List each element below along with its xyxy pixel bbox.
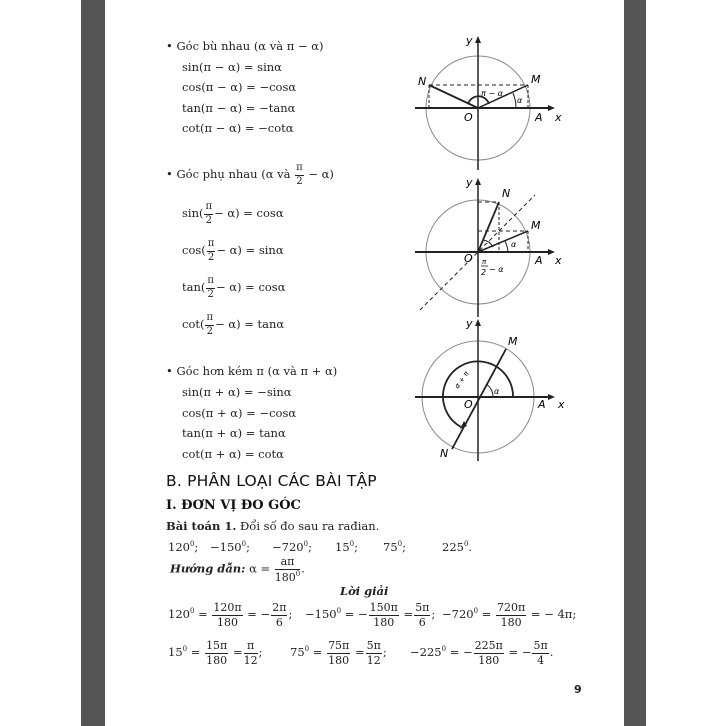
- fraction: [414, 602, 430, 628]
- fraction: [275, 556, 300, 583]
- formula: tan(π + α) = tanα: [182, 426, 286, 440]
- value: 75: [383, 540, 398, 554]
- label-A: A: [538, 398, 546, 411]
- denominator: 2: [206, 325, 213, 337]
- separator: ;: [354, 540, 358, 554]
- func: tan(: [182, 280, 206, 294]
- x-arrow-icon: [548, 249, 555, 255]
- angle-label-den: 2: [481, 268, 487, 277]
- degree-sign: 0: [189, 540, 195, 548]
- value: −720: [272, 540, 304, 554]
- denominator: 180: [206, 653, 228, 667]
- title-suffix: − α): [308, 167, 334, 181]
- label-y: y: [466, 176, 473, 189]
- problem-text: Đổi số đo sau ra rađian.: [240, 519, 380, 533]
- formula: sin(π + α) = −sinα: [182, 385, 292, 399]
- x-arrow-icon: [548, 105, 555, 111]
- degree-sign: 0: [349, 540, 355, 548]
- angle-label-num: π: [482, 258, 487, 266]
- formula: cos(π + α) = −cosα: [182, 406, 297, 420]
- denominator: 2: [207, 288, 214, 300]
- equals: =: [198, 607, 208, 622]
- denominator: 180: [373, 615, 395, 629]
- equals: =: [232, 645, 243, 660]
- fraction: [369, 602, 399, 628]
- unit-circle-diagram-supplementary: [400, 30, 580, 175]
- fraction: [205, 640, 228, 666]
- formula: [182, 313, 284, 337]
- den-value: 180: [274, 570, 296, 584]
- denominator: 12: [243, 653, 258, 667]
- denominator: 180: [328, 653, 350, 667]
- numerator: 150π: [369, 601, 398, 614]
- rest: − α) = cosα: [214, 206, 284, 220]
- fraction: [271, 602, 287, 628]
- func: cos(: [182, 243, 206, 257]
- problem-value: [335, 541, 358, 554]
- denominator: 4: [537, 653, 545, 667]
- denominator: 180: [216, 615, 238, 629]
- solution-line: [168, 602, 292, 628]
- lhs: 15: [168, 645, 183, 660]
- unit-circle-diagram-differ-pi: [400, 313, 580, 463]
- subsection-heading-i: I. ĐƠN VỊ ĐO GÓC: [166, 498, 301, 513]
- fraction: [204, 202, 213, 226]
- denominator: 6: [275, 615, 283, 629]
- y-arrow-icon: [475, 319, 481, 326]
- denominator: 2: [205, 214, 212, 226]
- separator: ;: [288, 607, 293, 622]
- hint-lhs: α =: [249, 561, 271, 576]
- formula: sin(π − α) = sinα: [182, 60, 282, 74]
- label-x: x: [558, 398, 565, 411]
- label-O: O: [464, 111, 473, 124]
- angle-label-pi-minus-alpha: π − α: [481, 89, 503, 98]
- lhs: −720: [442, 607, 474, 622]
- denominator: 2: [207, 251, 215, 263]
- fraction: [327, 640, 350, 666]
- fraction: [244, 640, 258, 666]
- numerator: 720π: [497, 601, 526, 614]
- formula: cot(π + α) = cotα: [182, 447, 284, 461]
- numerator: 225π: [474, 639, 503, 652]
- numerator: π: [295, 163, 304, 176]
- lhs: 120: [168, 607, 190, 622]
- equals: = −: [449, 645, 473, 660]
- numerator: π: [244, 640, 258, 654]
- lhs: −225: [410, 645, 442, 660]
- equals: =: [354, 645, 365, 660]
- func: sin(: [182, 206, 204, 220]
- fraction: [474, 640, 504, 666]
- formula: tan(π − α) = −tanα: [182, 101, 296, 115]
- separator: ;: [194, 540, 199, 554]
- section-title-supplementary: [166, 41, 324, 53]
- problem-statement: [166, 521, 379, 533]
- angle-arc: [505, 241, 508, 252]
- equals: =: [403, 607, 414, 622]
- numerator: 15π: [206, 639, 228, 652]
- formula: [182, 276, 285, 300]
- hint-label: Hướng dẫn:: [170, 561, 246, 576]
- segment-ON: [429, 85, 478, 108]
- angle-label-rest: − α: [489, 265, 504, 274]
- solution-title: Lời giải: [340, 584, 389, 598]
- separator: ;: [402, 540, 406, 554]
- separator: ;: [246, 540, 250, 554]
- title-text: Góc phụ nhau (α và: [176, 167, 291, 181]
- lhs: 75: [290, 645, 305, 660]
- denominator: 180: [478, 653, 500, 667]
- solution-line: [410, 640, 553, 666]
- result: = − 4π;: [530, 607, 577, 622]
- numerator: 75π: [328, 639, 350, 652]
- fraction: [205, 313, 214, 337]
- denominator: 6: [418, 615, 426, 629]
- rest: − α) = tanα: [215, 317, 285, 331]
- label-M: M: [531, 73, 541, 86]
- solution-line: [305, 602, 435, 628]
- hint: [170, 556, 305, 583]
- problem-label: Bài toán 1.: [166, 519, 237, 533]
- value: 225: [442, 540, 464, 554]
- equals: = −: [508, 645, 532, 660]
- left-gray-band: [81, 0, 105, 726]
- numerator: 2π: [272, 601, 287, 614]
- angle-arc: [513, 93, 516, 108]
- right-gray-band: [624, 0, 646, 726]
- y-arrow-icon: [475, 36, 481, 43]
- separator: ;: [308, 540, 312, 554]
- label-N: N: [440, 447, 449, 460]
- fraction: [496, 602, 526, 628]
- problem-value: [168, 541, 198, 554]
- numerator: aπ: [275, 556, 300, 570]
- label-A: A: [535, 111, 543, 124]
- formula: cot(π − α) = −cotα: [182, 121, 294, 135]
- angle-label-alpha: α: [511, 240, 517, 249]
- value: 15: [335, 540, 350, 554]
- value: −150: [210, 540, 242, 554]
- formula: [182, 239, 284, 263]
- numerator: π: [206, 276, 215, 289]
- solution-line: [290, 640, 387, 666]
- label-y: y: [466, 317, 473, 330]
- label-x: x: [555, 254, 562, 267]
- rest: − α) = cosα: [215, 280, 286, 294]
- numerator: π: [204, 202, 213, 215]
- title-text: Góc hơn kém π (α và π + α): [176, 364, 338, 378]
- degree-sign: 0: [182, 645, 188, 654]
- fraction: [295, 163, 304, 187]
- fraction: [212, 602, 242, 628]
- label-N: N: [418, 75, 427, 88]
- separator: .: [468, 540, 473, 554]
- bullet: •: [166, 167, 173, 181]
- degree-sign: 0: [473, 607, 479, 616]
- degree-sign: 0: [441, 645, 447, 654]
- separator: ;: [382, 645, 387, 660]
- denominator: 12: [366, 653, 381, 667]
- numerator: π: [207, 239, 216, 252]
- equals: =: [190, 645, 201, 660]
- degree-sign: 0: [463, 540, 469, 548]
- fraction: [207, 239, 216, 263]
- page-number: 9: [574, 683, 582, 696]
- fraction: [366, 640, 382, 666]
- denominator: [275, 570, 300, 584]
- formula: [182, 202, 284, 226]
- numerator: 120π: [213, 601, 242, 614]
- equals: = −: [344, 607, 368, 622]
- equals: = −: [247, 607, 271, 622]
- degree-sign: 0: [304, 645, 310, 654]
- x-arrow-icon: [548, 394, 555, 400]
- degree-sign: 0: [241, 540, 247, 548]
- label-O: O: [464, 252, 473, 265]
- degree-sign: 0: [295, 569, 301, 578]
- fraction: [206, 276, 215, 300]
- formula: cos(π − α) = −cosα: [182, 80, 297, 94]
- segment-MN: [452, 349, 506, 449]
- degree-sign: 0: [336, 607, 342, 616]
- label-y: y: [466, 34, 473, 47]
- bullet: •: [166, 364, 173, 378]
- equals: =: [312, 645, 323, 660]
- section-title-differ-pi: [166, 366, 337, 378]
- section-heading-b: B. PHÂN LOẠI CÁC BÀI TẬP: [166, 472, 377, 490]
- numerator: 5π: [533, 639, 548, 652]
- solution-line: [442, 602, 576, 628]
- numerator: π: [205, 313, 214, 326]
- degree-sign: 0: [303, 540, 309, 548]
- numerator: 5π: [366, 639, 381, 652]
- section-title-complementary: [166, 163, 334, 187]
- value: 120: [168, 540, 190, 554]
- degree-sign: 0: [397, 540, 403, 548]
- degree-sign: 0: [189, 607, 195, 616]
- angle-label-alpha: α: [494, 387, 500, 396]
- label-O: O: [464, 398, 473, 411]
- separator: .: [549, 645, 554, 660]
- problem-value: [210, 541, 250, 554]
- denominator: 180: [500, 615, 522, 629]
- denominator: 2: [296, 175, 303, 187]
- label-x: x: [555, 111, 562, 124]
- label-A: A: [535, 254, 543, 267]
- fraction: [532, 640, 548, 666]
- angle-label-alpha-plus-pi: α + π: [453, 369, 471, 391]
- problem-value: [383, 541, 406, 554]
- hint-end: .: [301, 561, 305, 576]
- label-N: N: [502, 187, 511, 200]
- func: cot(: [182, 317, 205, 331]
- equals: =: [481, 607, 492, 622]
- problem-value: [272, 541, 312, 554]
- angle-label-alpha: α: [517, 96, 523, 105]
- separator: ;: [431, 607, 436, 622]
- lhs: −150: [305, 607, 337, 622]
- label-M: M: [508, 335, 518, 348]
- rest: − α) = sinα: [216, 243, 284, 257]
- problem-value: [442, 541, 472, 554]
- title-text: Góc bù nhau (α và π − α): [176, 39, 324, 53]
- unit-circle-diagram-complementary: [400, 172, 580, 320]
- label-M: M: [531, 219, 541, 232]
- y-arrow-icon: [475, 178, 481, 185]
- bullet: •: [166, 39, 173, 53]
- solution-line: [168, 640, 262, 666]
- numerator: 5π: [415, 601, 430, 614]
- separator: ;: [258, 645, 263, 660]
